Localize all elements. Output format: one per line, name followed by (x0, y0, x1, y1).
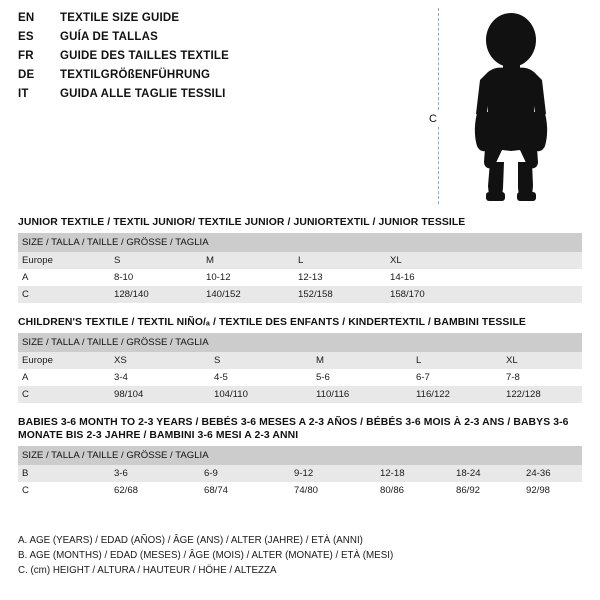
cell: 68/74 (200, 482, 290, 499)
cell: 3-4 (110, 369, 210, 386)
language-title: TEXTILGRÖßENFÜHRUNG (60, 69, 211, 81)
cell: 128/140 (110, 286, 202, 303)
row-label: A (18, 269, 110, 286)
cell: 9-12 (290, 465, 376, 482)
cell: 92/98 (522, 482, 582, 499)
cell: 24-36 (522, 465, 582, 482)
language-row (18, 88, 438, 107)
table-header-row (18, 233, 582, 252)
row-label: Europe (18, 252, 110, 269)
cell: 74/80 (290, 482, 376, 499)
language-row (18, 50, 438, 69)
cell: S (110, 252, 202, 269)
row-label: C (18, 482, 110, 499)
cell: 10-12 (202, 269, 294, 286)
cell: 62/68 (110, 482, 200, 499)
language-title-block (18, 12, 438, 107)
cell: 86/92 (452, 482, 522, 499)
table-row (18, 252, 582, 269)
section-children (18, 316, 582, 403)
cell: 5-6 (312, 369, 412, 386)
table-row (18, 269, 582, 286)
cell: 140/152 (202, 286, 294, 303)
table-row (18, 482, 582, 499)
table-header-row (18, 446, 582, 465)
row-label: B (18, 465, 110, 482)
section-title: JUNIOR TEXTILE / TEXTIL JUNIOR/ TEXTILE JUNIOR / JUNIORTEXTIL / JUNIOR TESSILE (18, 217, 466, 228)
table-row (18, 369, 582, 386)
table-row (18, 286, 582, 303)
language-code: EN (18, 12, 35, 24)
cell: 4-5 (210, 369, 312, 386)
cell: 104/110 (210, 386, 312, 403)
cell: 8-10 (110, 269, 202, 286)
row-label: Europe (18, 352, 110, 369)
cell: 158/170 (386, 286, 582, 303)
height-measure-label: C (429, 113, 437, 125)
section-babies (18, 416, 582, 499)
cell: M (202, 252, 294, 269)
language-code: DE (18, 69, 35, 81)
language-row (18, 31, 438, 50)
language-title: TEXTILE SIZE GUIDE (60, 12, 180, 24)
cell: 6-7 (412, 369, 502, 386)
legend-line-height: C. (cm) HEIGHT / ALTURA / HAUTEUR / HÖHE / ALTEZZA (18, 565, 277, 576)
section-title: CHILDREN'S TEXTILE / TEXTIL NIÑO/ₐ / TEXTILE DES ENFANTS / KINDERTEXTIL / BAMBINI TESSILE (18, 317, 526, 328)
table-row (18, 465, 582, 482)
language-title: GUIDA ALLE TAGLIE TESSILI (60, 88, 226, 100)
language-code: FR (18, 50, 34, 62)
height-diagram (424, 8, 574, 208)
row-label: C (18, 386, 110, 403)
babies-size-table (18, 446, 582, 499)
cell: 80/86 (376, 482, 452, 499)
cell: 7-8 (502, 369, 582, 386)
language-code: IT (18, 88, 29, 100)
cell: 12-13 (294, 269, 386, 286)
cell: XL (502, 352, 582, 369)
cell: 3-6 (110, 465, 200, 482)
cell: 14-16 (386, 269, 582, 286)
legend-line-age-months: B. AGE (MONTHS) / EDAD (MESES) / ÂGE (MOIS) / ALTER (MONATE) / ETÀ (MESI) (18, 550, 394, 561)
table-row (18, 386, 582, 403)
table-header-cell: SIZE / TALLA / TAILLE / GRÖSSE / TAGLIA (18, 233, 582, 252)
legend-line-age-years: A. AGE (YEARS) / EDAD (AÑOS) / ÂGE (ANS) / ALTER (JAHRE) / ETÀ (ANNI) (18, 535, 363, 546)
legend-block (18, 533, 582, 578)
language-row (18, 69, 438, 88)
section-junior (18, 216, 582, 303)
cell: 116/122 (412, 386, 502, 403)
height-measure-line (438, 8, 439, 204)
row-label: A (18, 369, 110, 386)
toddler-silhouette-icon (458, 10, 570, 206)
table-header-cell: SIZE / TALLA / TAILLE / GRÖSSE / TAGLIA (18, 446, 582, 465)
row-label: C (18, 286, 110, 303)
cell: L (412, 352, 502, 369)
junior-size-table (18, 233, 582, 303)
language-title: GUÍA DE TALLAS (60, 31, 158, 43)
cell: 18-24 (452, 465, 522, 482)
cell: M (312, 352, 412, 369)
language-title: GUIDE DES TAILLES TEXTILE (60, 50, 229, 62)
cell: 110/116 (312, 386, 412, 403)
table-row (18, 352, 582, 369)
cell: 152/158 (294, 286, 386, 303)
cell: 12-18 (376, 465, 452, 482)
cell: XL (386, 252, 582, 269)
section-title: BABIES 3-6 MONTH TO 2-3 YEARS / BEBÉS 3-6 MESES A 2-3 AÑOS / BÉBÉS 3-6 MOIS À 2-3 ANS / BABYS 3-6 MONATE BIS 2-3 JAHRE / BAMBINI 3-6 MESI A 2-3 ANNI (18, 417, 569, 441)
cell: S (210, 352, 312, 369)
cell: 122/128 (502, 386, 582, 403)
cell: L (294, 252, 386, 269)
cell: 98/104 (110, 386, 210, 403)
language-row (18, 12, 438, 31)
cell: 6-9 (200, 465, 290, 482)
language-code: ES (18, 31, 34, 43)
table-header-row (18, 333, 582, 352)
children-size-table (18, 333, 582, 403)
cell: XS (110, 352, 210, 369)
table-header-cell: SIZE / TALLA / TAILLE / GRÖSSE / TAGLIA (18, 333, 582, 352)
